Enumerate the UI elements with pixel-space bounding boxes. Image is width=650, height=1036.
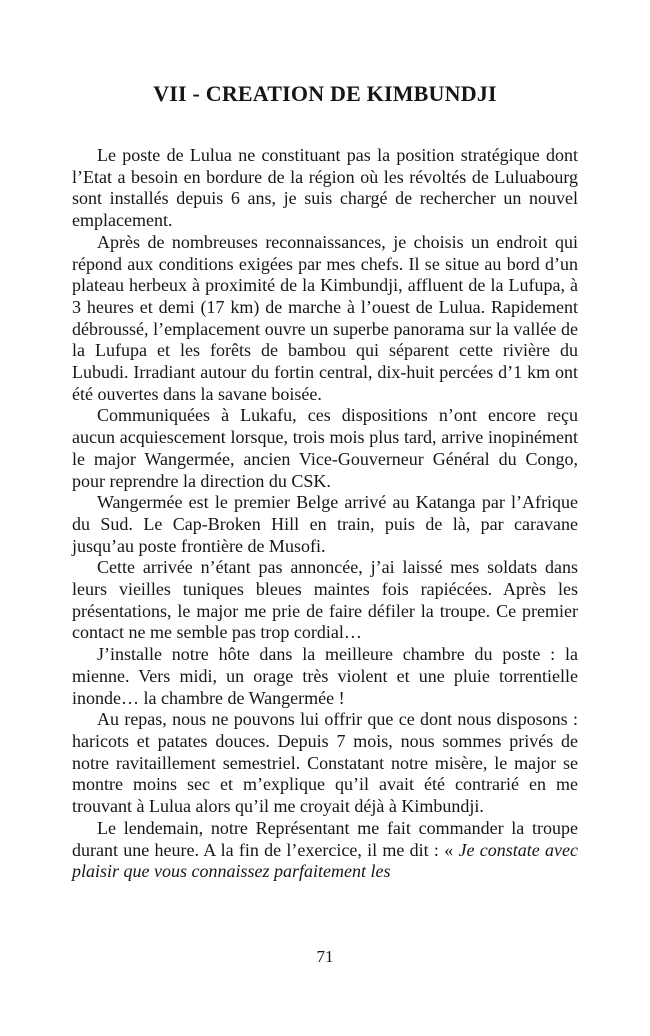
paragraph	[72, 232, 578, 406]
paragraph	[72, 145, 578, 232]
paragraph	[72, 644, 578, 709]
text-segment: Le lendemain, notre Représentant me fait commander la troupe durant une heure. A la fin de l’exercice, il me dit : «	[72, 817, 578, 860]
text-segment: Le poste de Lulua ne constituant pas la position stratégique dont l’Etat a besoin en bordure de la région où les révoltés de Luluabourg sont installés depuis 6 ans, je suis chargé de rechercher un nouvel emplacement.	[72, 145, 578, 231]
paragraph	[72, 818, 578, 883]
text-segment: J’installe notre hôte dans la meilleure chambre du poste : la mienne. Vers midi, un orage très violent et une pluie torrentielle inonde… la chambre de Wangermée !	[72, 644, 578, 708]
text-segment: Cette arrivée n’étant pas annoncée, j’ai laissé mes soldats dans leurs vieilles tuniques bleues maintes fois rapiécées. Après les présentations, le major me prie de faire défiler la troupe. Ce premier contact ne me semble pas trop cordial…	[72, 557, 578, 643]
paragraph	[72, 492, 578, 557]
chapter-title: VII - CREATION DE KIMBUNDJI	[153, 81, 497, 106]
text-segment: Communiquées à Lukafu, ces dispositions n’ont encore reçu aucun acquiescement lorsque, trois mois plus tard, arrive inopinément le major Wangermée, ancien Vice-Gouverneur Général du Congo, pour reprendre la direction du CSK.	[72, 405, 578, 491]
page-number: 71	[316, 947, 334, 966]
text-segment-italic: Je constate avec plaisir que vous connaissez parfaitement les	[72, 839, 578, 882]
paragraph	[72, 709, 578, 818]
document-body	[72, 145, 578, 883]
text-segment: Au repas, nous ne pouvons lui offrir que ce dont nous disposons : haricots et patates douces. Depuis 7 mois, nous sommes privés de notre ravitaillement semestriel. Constatant notre misère, le major se montre moins sec et m’explique qu’il avait été contrarié en me trouvant à Lulua alors qu’il me croyait déjà à Kimbundji.	[72, 709, 578, 817]
text-segment: Wangermée est le premier Belge arrivé au Katanga par l’Afrique du Sud. Le Cap-Broken Hill en train, puis de là, par caravane jusqu’au poste frontière de Musofi.	[72, 492, 578, 556]
text-segment: Après de nombreuses reconnaissances, je choisis un endroit qui répond aux conditions exigées par mes chefs. Il se situe au bord d’un plateau herbeux à proximité de la Kimbundji, affluent de la Lufupa, à 3 heures et demi (17 km) de marche à l’ouest de Lulua. Rapidement débroussé, l’emplacement ouvre un superbe panorama sur la vallée de la Lufupa et les forêts de bambou qui séparent cette rivière du Lubudi. Irradiant autour du fortin central, dix-huit percées d’1 km ont été ouvertes dans la savane boisée.	[72, 231, 578, 404]
paragraph	[72, 557, 578, 644]
paragraph	[72, 405, 578, 492]
